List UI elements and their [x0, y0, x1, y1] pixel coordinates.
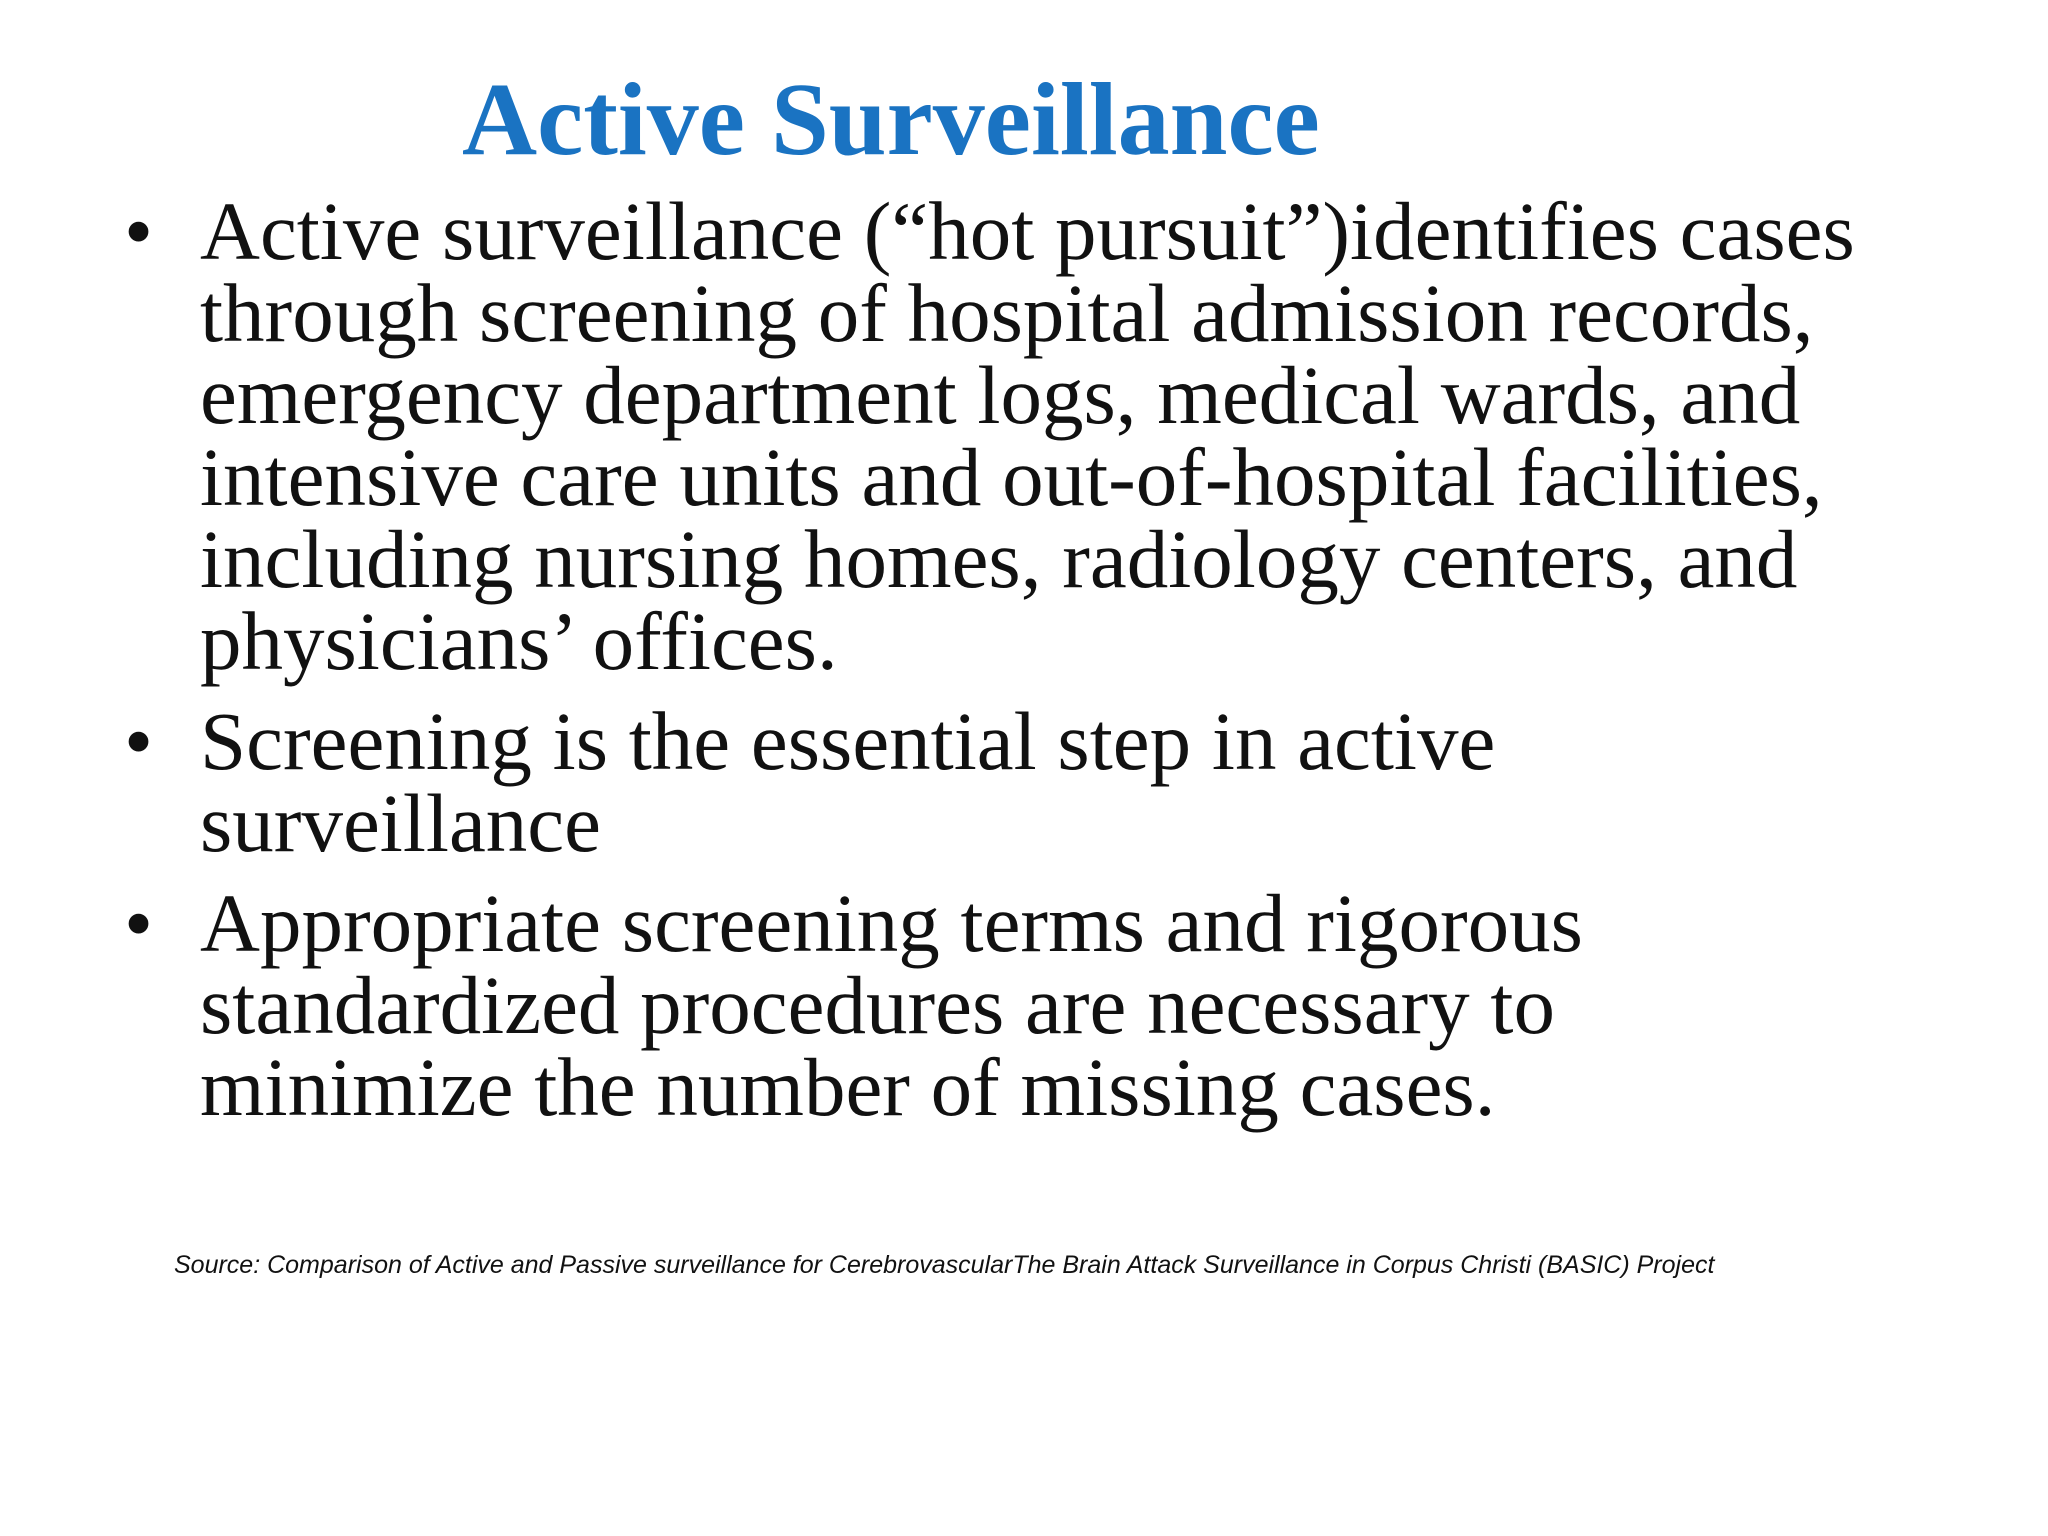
bullet-marker: • — [124, 877, 154, 969]
bullet-item — [110, 877, 2010, 1133]
bullet-text: Active surveillance (“hot pursuit”)identifies cases through screening of hospital admission records, emergency department logs, medical wards, and intensive care units and out-of-hospital facilities, including nursing homes, radiology centers, and physicians’ offices. — [200, 185, 1855, 687]
bullet-item — [110, 185, 2010, 687]
slide-title: Active Surveillance — [462, 62, 1320, 177]
bullet-marker: • — [124, 185, 154, 277]
bullet-text: Appropriate screening terms and rigorous standardized procedures are necessary to minimize the number of missing cases. — [200, 877, 1583, 1133]
bullet-marker: • — [124, 695, 154, 787]
source-citation: Source: Comparison of Active and Passive surveillance for CerebrovascularThe Brain Attack Surveillance in Corpus Christi (BASIC) Project — [174, 1251, 1715, 1279]
bullet-list — [110, 185, 2010, 1146]
bullet-text: Screening is the essential step in active surveillance — [200, 695, 1496, 869]
bullet-item — [110, 695, 2010, 869]
